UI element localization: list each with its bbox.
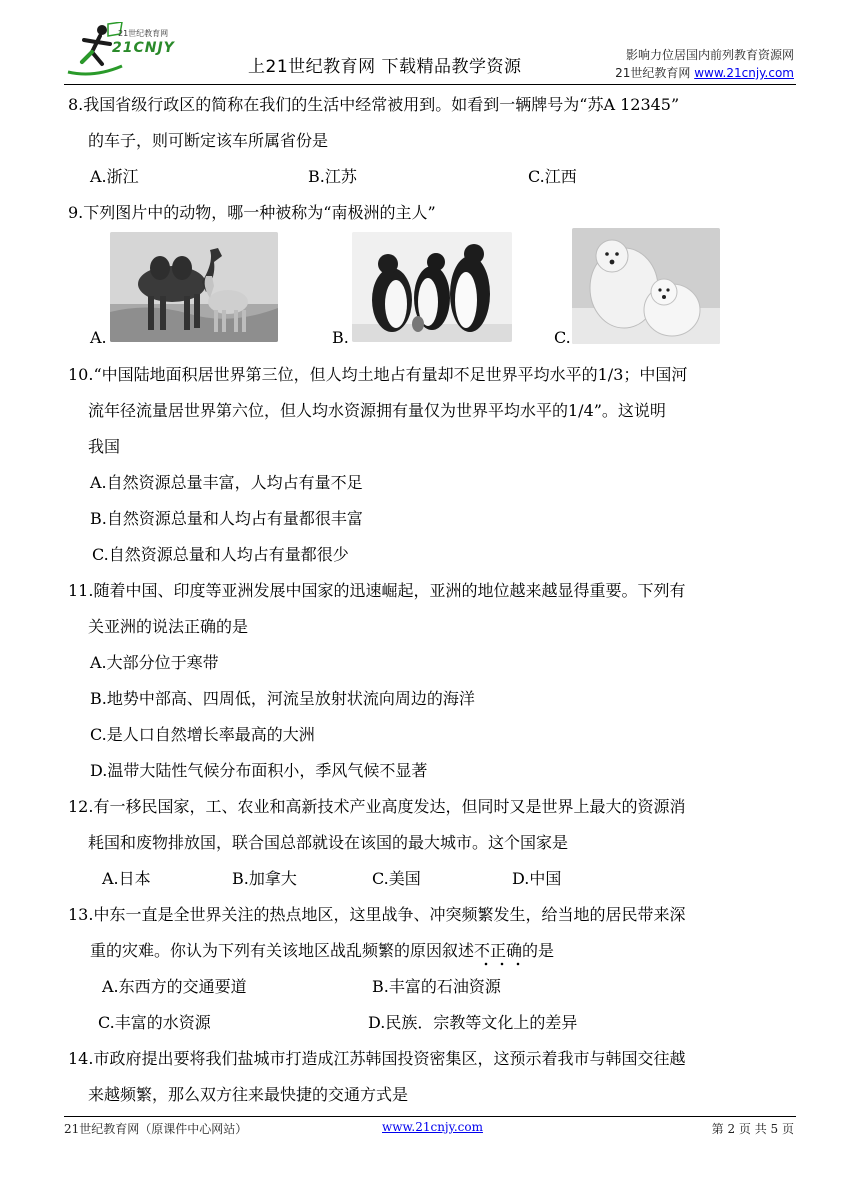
q13-text-suffix: 的是 [522, 941, 555, 960]
q13-option-d: D.民族．宗教等文化上的差异 [368, 1013, 578, 1032]
q11-option-c: C.是人口自然增长率最高的大洲 [90, 725, 315, 744]
q14-text-line1: 14.市政府提出要将我们盐城市打造成江苏韩国投资密集区，这预示着我市与韩国交往越 [68, 1049, 686, 1068]
q10-option-c: C.自然资源总量和人均占有量都很少 [92, 545, 349, 564]
q10-option-b: B.自然资源总量和人均占有量都很丰富 [90, 509, 363, 528]
q8-text-line2: 的车子，则可断定该车所属省份是 [88, 131, 329, 150]
logo-brand-text: 21CNJY [112, 40, 175, 56]
footer-site-name: 21世纪教育网（原课件中心网站） [64, 1122, 248, 1136]
footer-link[interactable] [382, 1120, 483, 1134]
q12-option-d: D.中国 [512, 869, 562, 888]
header-site-link[interactable]: www.21cnjy.com [694, 66, 794, 80]
q8-option-c: C.江西 [528, 167, 577, 186]
q11-text-line1: 11.随着中国、印度等亚洲发展中国家的迅速崛起，亚洲的地位越来越显得重要。下列有 [68, 581, 686, 600]
q9-option-c: C. [554, 328, 571, 347]
site-logo[interactable] [64, 22, 194, 78]
q10-text-line1: 10.“中国陆地面积居世界第三位，但人均土地占有量却不足世界平均水平的1/3；中国河 [68, 365, 688, 384]
q13-option-a: A.东西方的交通要道 [102, 977, 247, 996]
q13-emphasis-not-correct: 不正确 [474, 941, 522, 966]
q11-text-line2: 关亚洲的说法正确的是 [88, 617, 249, 636]
q9-option-a: A. [90, 328, 107, 347]
page-header [0, 0, 860, 84]
q8-option-b: B.江苏 [308, 167, 357, 186]
q13-text-line2 [90, 938, 554, 961]
q12-option-b: B.加拿大 [232, 869, 297, 888]
q9-option-b: B. [332, 328, 349, 347]
header-divider [64, 84, 796, 85]
page-number: 第 2 页 共 5 页 [711, 1122, 794, 1136]
q13-option-b: B.丰富的石油资源 [372, 977, 501, 996]
q8-text-line1: 8.我国省级行政区的简称在我们的生活中经常被用到。如看到一辆牌号为“苏A 12345” [68, 95, 680, 114]
polar-bears-photo [572, 228, 720, 344]
q11-option-b: B.地势中部高、四周低，河流呈放射状流向周边的海洋 [90, 689, 475, 708]
q13-text-line1: 13.中东一直是全世界关注的热点地区，这里战争、冲突频繁发生，给当地的居民带来深 [68, 905, 686, 924]
q12-option-a: A.日本 [102, 869, 151, 888]
q11-option-a: A.大部分位于寒带 [90, 653, 219, 672]
footer-url[interactable]: www.21cnjy.com [382, 1120, 483, 1134]
logo-site-name: 21世纪教育网 [118, 29, 169, 38]
q10-text-line2: 流年径流量居世界第六位，但人均水资源拥有量仅为世界平均水平的1/4”。这说明 [88, 401, 666, 420]
q12-text-line1: 12.有一移民国家，工、农业和高新技术产业高度发达，但同时又是世界上最大的资源消 [68, 797, 686, 816]
q10-option-a: A.自然资源总量丰富，人均占有量不足 [90, 473, 363, 492]
q12-text-line2: 耗国和废物排放国，联合国总部就设在该国的最大城市。这个国家是 [88, 833, 569, 852]
camels-photo [110, 232, 278, 342]
penguins-photo [352, 232, 512, 342]
header-site-line [615, 64, 794, 82]
header-slogan: 上21世纪教育网 下载精品教学资源 [248, 57, 522, 77]
q9-text-line1: 9.下列图片中的动物，哪一种被称为“南极洲的主人” [68, 203, 436, 222]
q10-text-line3: 我国 [88, 437, 121, 456]
q12-option-c: C.美国 [372, 869, 421, 888]
header-right-info [615, 46, 794, 82]
q14-text-line2: 来越频繁，那么双方往来最快捷的交通方式是 [88, 1085, 409, 1104]
q13-text-prefix: 重的灾难。你认为下列有关该地区战乱频繁的原因叙述 [90, 941, 475, 960]
footer-divider [64, 1116, 796, 1117]
header-tagline: 影响力位居国内前列教育资源网 [625, 48, 794, 62]
header-site-prefix: 21世纪教育网 [615, 66, 695, 80]
q8-option-a: A.浙江 [90, 167, 139, 186]
q13-option-c: C.丰富的水资源 [98, 1013, 211, 1032]
q11-option-d: D.温带大陆性气候分布面积小，季风气候不显著 [90, 761, 428, 780]
